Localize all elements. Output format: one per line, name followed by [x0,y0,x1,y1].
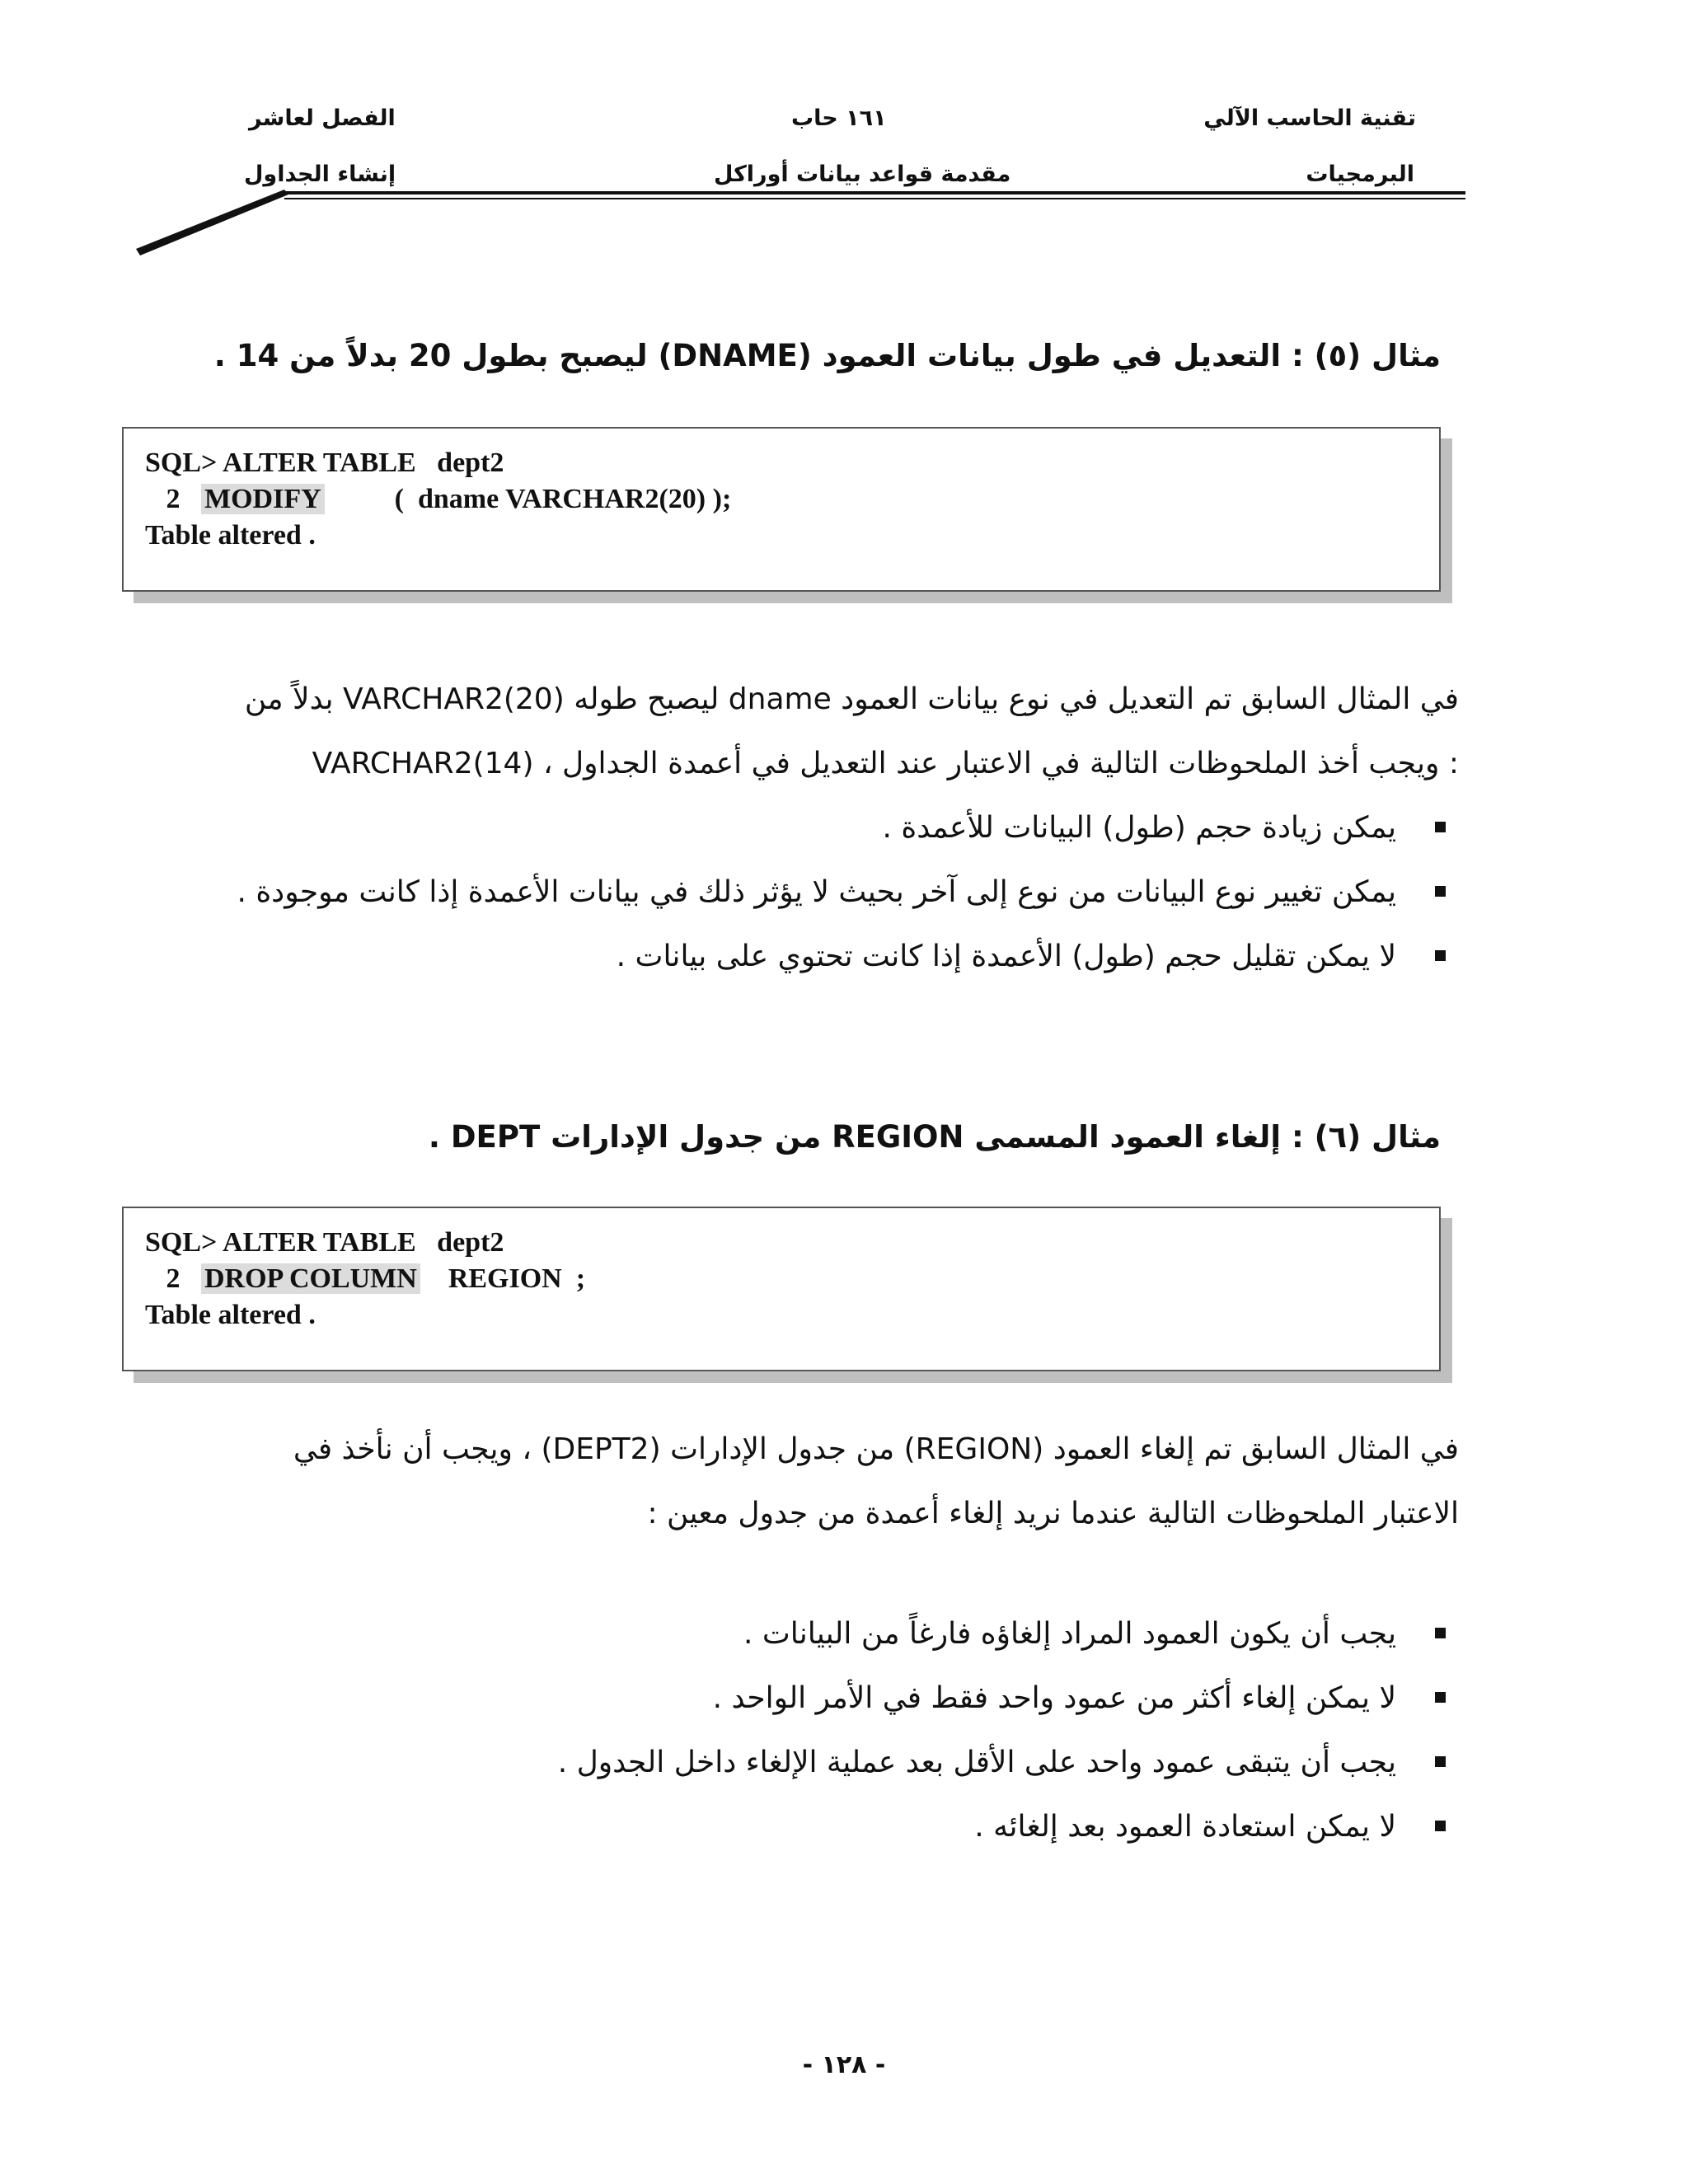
code-keyword: DROP COLUMN [201,1263,420,1294]
paragraph-line: VARCHAR2(14) ، ويجب أخذ الملحوظات التالية في الاعتبار عند التعديل في أعمدة الجداول : [312,747,1459,780]
header-book-title: مقدمة قواعد بيانات أوراكل [714,162,1011,187]
list-item [148,1602,1459,1666]
bullet-square-icon [1435,1821,1446,1831]
paragraph-line: الاعتبار الملحوظات التالية عندما نريد إلغاء أعمدة من جدول معين : [647,1497,1459,1530]
list-item [148,925,1459,989]
bullet-square-icon [1435,822,1446,832]
example-6-paragraph [148,1418,1459,1546]
code-line: SQL> ALTER TABLE dept2 [145,448,504,478]
list-item [148,1731,1459,1795]
header-course-title: تقنية الحاسب الآلي [1203,105,1416,131]
line-number: 2 [166,1263,181,1294]
paragraph-line: في المثال السابق تم التعديل في نوع بيانات العمود dname ليصبح طوله VARCHAR2(20) بدلاً من [244,682,1459,716]
bullet-square-icon [1435,1628,1446,1638]
header-department: البرمجيات [1306,162,1414,187]
list-item-text: لا يمكن إلغاء أكثر من عمود واحد فقط في الأمر الواحد . [712,1681,1396,1715]
list-item-text: لا يمكن تقليل حجم (طول) الأعمدة إذا كانت تحتوي على بيانات . [616,940,1396,973]
list-item-text: يجب أن يكون العمود المراد إلغاؤه فارغاً من البيانات . [743,1617,1396,1651]
list-item-text: يمكن زيادة حجم (طول) البيانات للأعمدة . [882,811,1396,845]
bullet-square-icon [1435,886,1446,897]
example-5-title: مثال (٥) : التعديل في طول بيانات العمود (DNAME) ليصبح بطول 20 بدلاً من 14 . [213,338,1441,373]
code-line: Table altered . [145,1300,316,1330]
code-line: Table altered . [145,520,316,551]
header-chapter: الفصل لعاشر [249,105,396,131]
list-item [148,796,1459,860]
header-chapter-title: إنشاء الجداول [244,162,396,187]
code-line [145,481,1439,518]
example-5-paragraph [148,668,1459,796]
example-6-title: مثال (٦) : إلغاء العمود المسمى REGION من جدول الإدارات DEPT . [428,1119,1441,1155]
example-5-bullet-list [148,796,1459,989]
line-number: 2 [166,484,181,514]
header-course-code: ١٦١ حاب [791,105,887,131]
code-line: SQL> ALTER TABLE dept2 [145,1227,504,1258]
header-rule [0,0,1688,272]
bullet-square-icon [1435,1756,1446,1767]
code-keyword: MODIFY [201,484,325,514]
list-item-text: يمكن تغيير نوع البيانات من نوع إلى آخر بحيث لا يؤثر ذلك في بيانات الأعمدة إذا كانت موجودة . [237,875,1396,909]
code-line [145,1261,1439,1297]
bullet-square-icon [1435,950,1446,961]
code-box-example-5 [122,427,1441,592]
list-item-text: يجب أن يتبقى عمود واحد على الأقل بعد عملية الإلغاء داخل الجدول . [557,1746,1396,1779]
list-item-text: لا يمكن استعادة العمود بعد إلغائه . [974,1810,1396,1844]
code-box-example-6 [122,1207,1441,1371]
list-item [148,860,1459,925]
code-rest: ( dname VARCHAR2(20) ); [394,484,732,514]
list-item [148,1795,1459,1859]
page-number: - ١٢٨ - [802,2050,886,2079]
bullet-square-icon [1435,1692,1446,1703]
list-item [148,1666,1459,1731]
paragraph-line: في المثال السابق تم إلغاء العمود (REGION) من جدول الإدارات (DEPT2) ، ويجب أن نأخذ في [293,1432,1459,1466]
example-6-bullet-list [148,1602,1459,1859]
code-rest: REGION ; [448,1263,586,1294]
